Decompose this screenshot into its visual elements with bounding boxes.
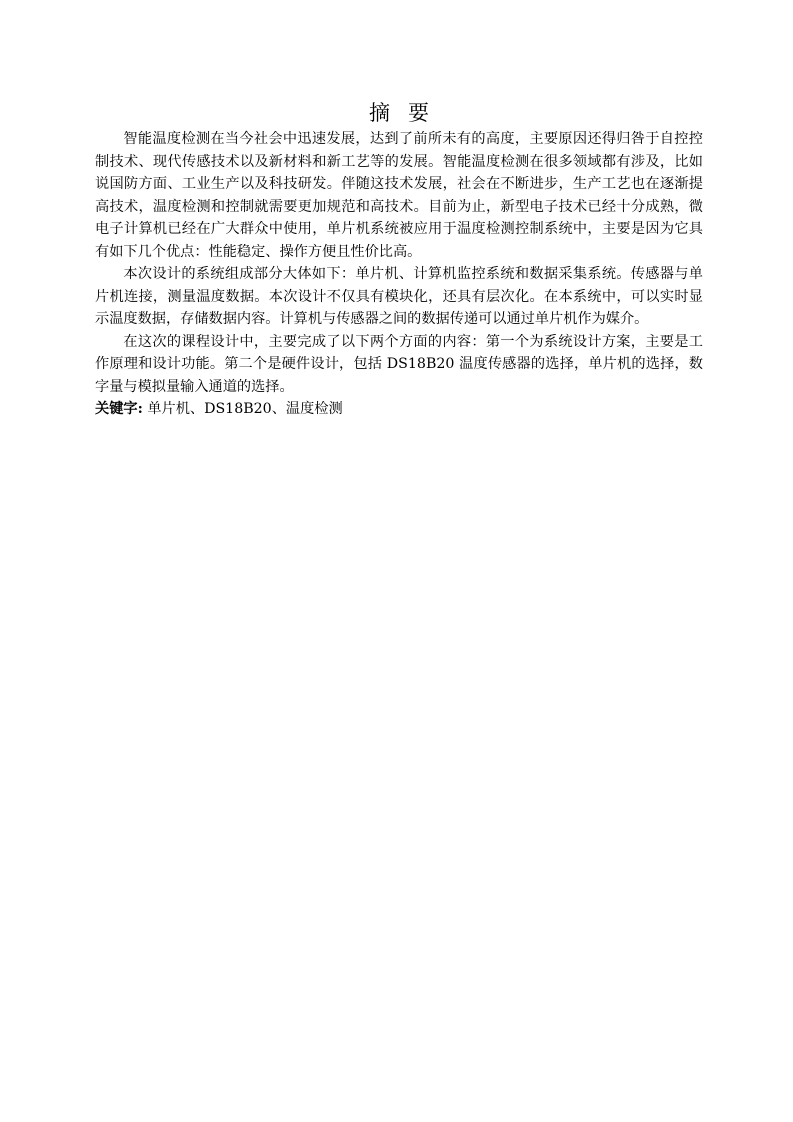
abstract-paragraph-3: 在这次的课程设计中，主要完成了以下两个方面的内容：第一个为系统设计方案，主要是工作原理和设计功能。第二个是硬件设计，包括 DS18B20 温度传感器的选择，单片机的选择，数字量与模拟量输入通道的选择。	[95, 333, 703, 395]
abstract-paragraph-1: 智能温度检测在当今社会中迅速发展，达到了前所未有的高度，主要原因还得归咎于自控控制技术、现代传感技术以及新材料和新工艺等的发展。智能温度检测在很多领域都有涉及，比如说国防方面、工业生产以及科技研发。伴随这技术发展，社会在不断进步，生产工艺也在逐渐提高技术，温度检测和控制就需要更加规范和高技术。目前为止，新型电子技术已经十分成熟，微电子计算机已经在广大群众中使用，单片机系统被应用于温度检测控制系统中，主要是因为它具有如下几个优点：性能稳定、操作方便且性价比高。	[95, 131, 703, 260]
abstract-page	[95, 98, 703, 421]
abstract-paragraph-2: 本次设计的系统组成部分大体如下：单片机、计算机监控系统和数据采集系统。传感器与单片机连接，测量温度数据。本次设计不仅具有模块化，还具有层次化。在本系统中，可以实时显示温度数据，存储数据内容。计算机与传感器之间的数据传递可以通过单片机作为媒介。	[95, 266, 703, 327]
keywords-value: 单片机、DS18B20、温度检测	[147, 401, 343, 417]
keywords-label: 关键字:	[95, 401, 143, 417]
keywords-line	[95, 398, 703, 421]
abstract-title: 摘要	[369, 101, 447, 125]
